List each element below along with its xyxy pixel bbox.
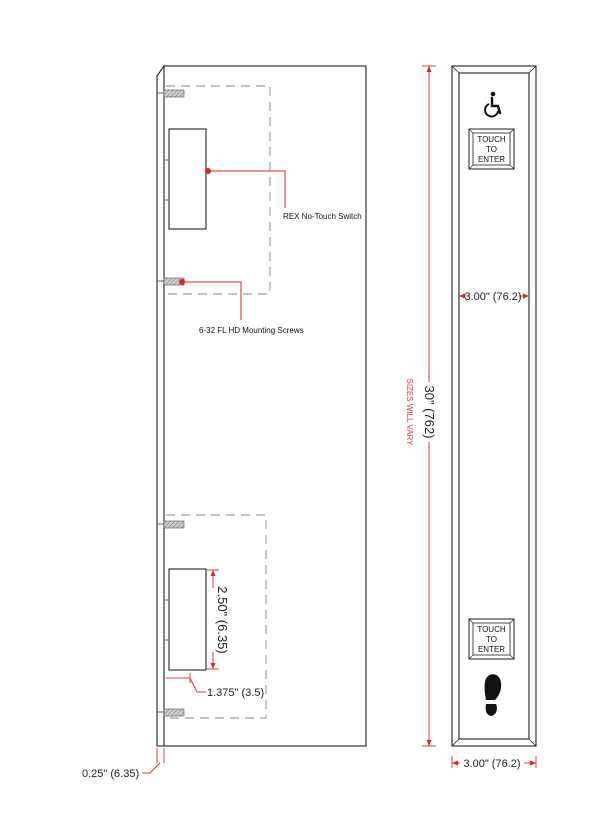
rex-switch-body — [169, 129, 206, 229]
width-dimension-middle — [459, 291, 529, 303]
switch-offset-dimension — [166, 673, 264, 699]
hidden-box-upper — [166, 86, 270, 294]
switch-offset-label: 1.375" (3.5) — [207, 687, 265, 699]
button-line-2: TO — [486, 145, 497, 154]
back-plate — [157, 66, 164, 746]
mounting-screw — [164, 709, 184, 716]
width-dimension-bottom — [452, 756, 536, 770]
screw-callout-leader — [182, 282, 241, 320]
height-label: 30" (762) — [422, 385, 437, 439]
switch-height-dimension — [207, 570, 230, 669]
front-view — [405, 66, 536, 770]
sizes-vary-note: SIZES WILL VARY — [405, 378, 414, 446]
plate-thickness-dimension — [82, 748, 164, 780]
mounting-screw — [164, 90, 184, 97]
button-line-1: TOUCH — [477, 625, 506, 634]
button-line-3: ENTER — [477, 645, 506, 654]
screw-callout-label: 6-32 FL HD Mounting Screws — [199, 326, 304, 335]
touch-to-enter-button-bottom[interactable] — [469, 619, 514, 659]
rex-switch-body-lower — [169, 569, 206, 670]
button-line-1: TOUCH — [477, 135, 506, 144]
footprint-icon — [485, 674, 502, 716]
wheelchair-accessible-icon — [485, 92, 500, 117]
plate-thickness-label: 0.25" (6.35) — [82, 768, 140, 780]
side-view — [82, 66, 366, 780]
switch-height-label: 2.50" (6.35) — [215, 586, 230, 654]
button-line-3: ENTER — [477, 155, 506, 164]
touch-to-enter-button-top[interactable] — [469, 129, 514, 169]
width-bottom-label: 3.00" (76.2) — [463, 758, 521, 770]
width-middle-label: 3.00" (76.2) — [464, 291, 522, 303]
button-line-2: TO — [486, 635, 497, 644]
mounting-screw — [164, 521, 184, 528]
height-dimension — [405, 66, 437, 746]
switch-callout-label: REX No-Touch Switch — [283, 212, 362, 221]
side-panel — [164, 66, 366, 746]
switch-callout-leader — [208, 171, 285, 208]
